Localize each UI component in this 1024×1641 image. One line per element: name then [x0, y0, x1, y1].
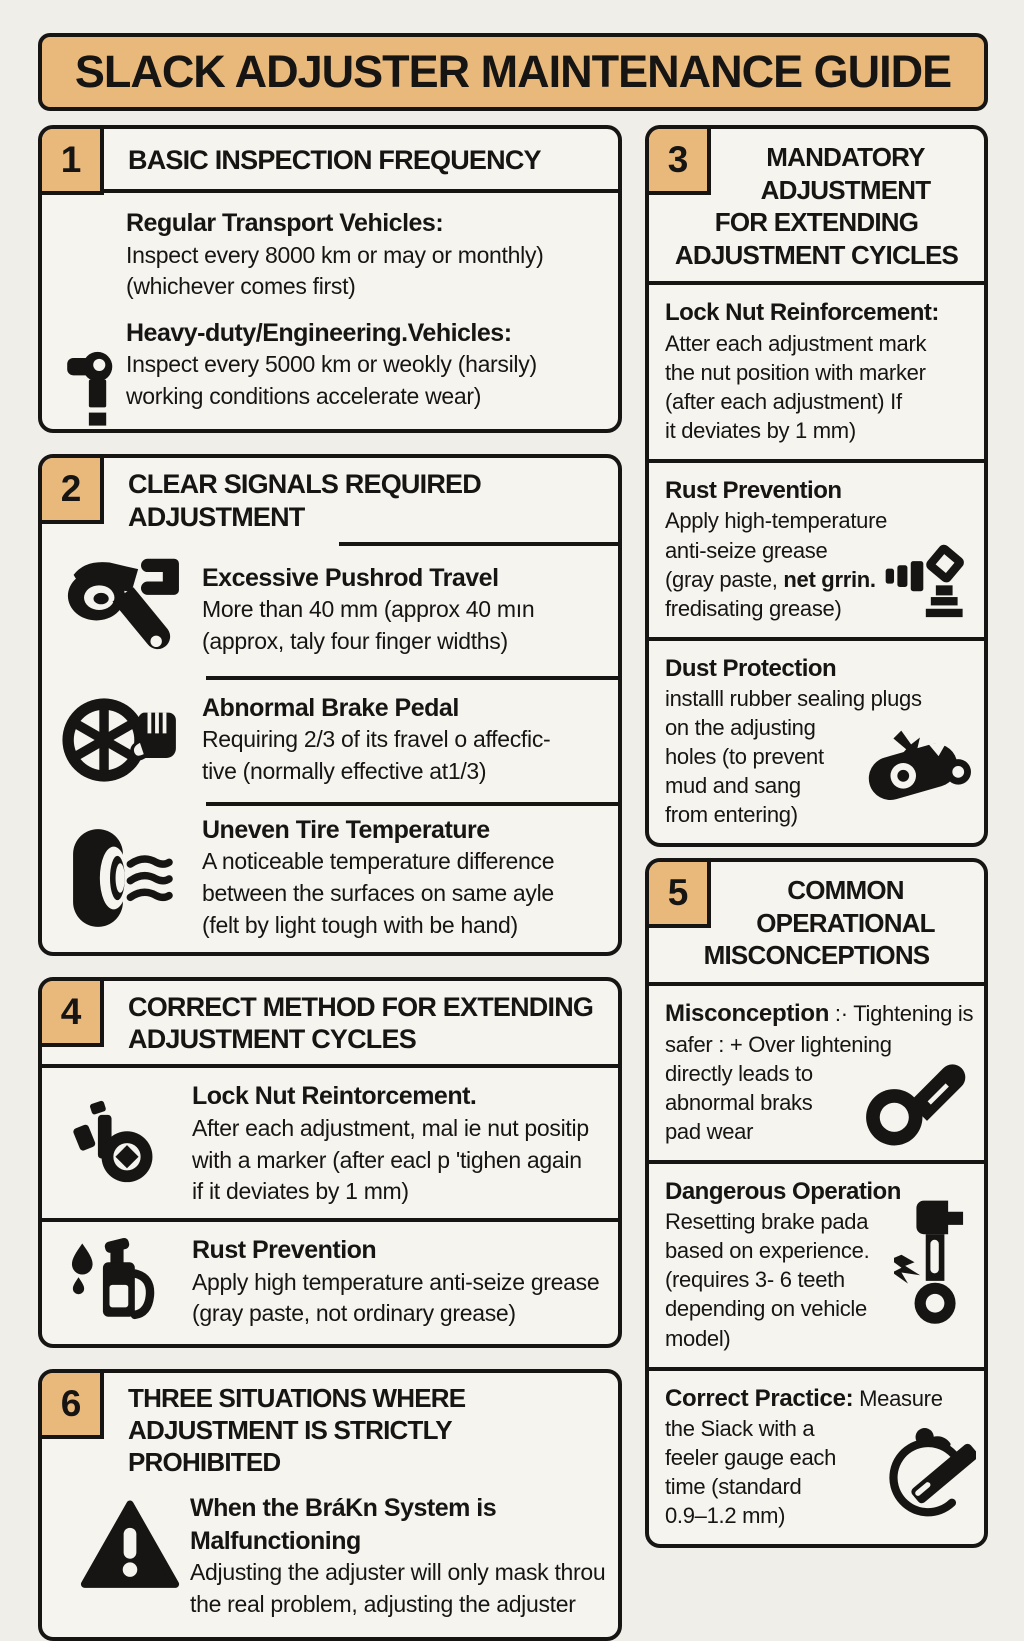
heavy-duty-title: Heavy-duty/Engineering.Vehicles: — [126, 318, 512, 347]
text-line: with a marker (after eacl p 'tighen again — [192, 1146, 582, 1173]
text-line: Correct Practice: Measure — [665, 1384, 943, 1412]
text-line: (whichever comes first) — [126, 273, 356, 300]
text-line: A noticeable temperature difference — [202, 848, 555, 875]
adjuster-tool-spark-icon — [894, 1192, 978, 1338]
content-columns — [38, 125, 988, 1641]
text-line: mud and sang — [665, 773, 801, 799]
text-line: model) — [665, 1325, 731, 1351]
text-line: feeler gauge each — [665, 1445, 837, 1471]
text-line: Apply high-temperature — [665, 508, 888, 534]
text-line: between the surfaces on same ayle — [202, 880, 554, 907]
feeler-gauge-icon — [866, 1428, 976, 1530]
section-2-heading-line: ADJUSTMENT — [128, 501, 305, 532]
warning-triangle-icon — [80, 1500, 180, 1592]
text-line: (approx, taly four finger widths) — [202, 628, 508, 655]
text-line: Inspect every 8000 km or may or monthly) — [126, 241, 544, 268]
section-5-heading-line: COMMON — [787, 875, 904, 906]
text-line: the real problem, adjusting the adjuster — [190, 1590, 576, 1617]
section-5-heading-line: MISCONCEPTIONS — [703, 940, 930, 971]
text-line: Inspect every 5000 km or weokly (harsily) — [126, 351, 537, 378]
section-3-heading-line: ADJUSTMENT — [760, 174, 931, 205]
text-line: safer : + Over lightening — [665, 1031, 892, 1057]
regular-vehicles-title: Regular Transport Vehicles: — [126, 209, 444, 237]
section-2-clear-signals — [38, 454, 622, 956]
sealing-plug-icon — [852, 711, 980, 819]
heavy-duty-adjuster-icon — [62, 345, 114, 433]
text-line: Atter each adjustment mark — [665, 330, 927, 356]
tire-heat-icon — [62, 822, 182, 934]
text-line: pad wear — [665, 1118, 754, 1144]
item-title: Rust Prevention — [665, 476, 842, 504]
text-line: (gray paste, not ordinary grease) — [192, 1300, 516, 1327]
text-line: on the adjusting — [665, 715, 816, 741]
item-title: Rust Prevention — [192, 1236, 377, 1265]
section-4-heading-line: CORRECT METHOD FOR EXTENDING — [128, 991, 594, 1022]
section-4-header — [42, 981, 618, 1069]
section-3-mandatory — [645, 125, 988, 847]
section-1-basic-inspection — [38, 125, 622, 433]
abnormal-pedal-item — [42, 680, 618, 802]
section-3-heading-line: MANDATORY — [766, 142, 925, 172]
text-cell — [202, 814, 554, 942]
text-line: Adjusting the adjuster will only mask throu — [190, 1559, 606, 1586]
text-line: time (standard — [665, 1474, 802, 1500]
malfunction-title: When the BráKn System is Malfunctioning — [190, 1494, 497, 1555]
text-line: Requiring 2/3 of its fravel o affecfic- — [202, 726, 551, 753]
text-cell — [202, 562, 534, 658]
icon-cell — [42, 1096, 192, 1192]
text-line: Resetting brake pada — [665, 1209, 869, 1235]
lock-nut-reinforcement-item — [649, 285, 984, 459]
left-column — [38, 125, 622, 1641]
wheel-stop-hand-icon — [60, 688, 184, 792]
section-6-prohibited — [38, 1369, 622, 1641]
page-title — [38, 33, 988, 111]
dangerous-operation-item — [649, 1160, 984, 1367]
icon-cell — [42, 688, 202, 792]
item-title: Dust Protection — [665, 654, 837, 682]
text-line: 0.9–1.2 mm) — [665, 1503, 786, 1529]
excessive-pushrod-item — [42, 546, 618, 676]
text-line: the Siack with a — [665, 1416, 815, 1442]
text-line: depending on vehicle — [665, 1296, 867, 1322]
section-6-header — [42, 1373, 618, 1486]
text-cell — [192, 1080, 589, 1208]
item-title: Lock Nut Reinforcement: — [665, 299, 939, 326]
section-2-heading-line: CLEAR SIGNALS REQUIRED — [128, 468, 481, 499]
grease-bottle-icon — [65, 1236, 169, 1328]
section-4-correct-method — [38, 977, 622, 1349]
section-5-heading-line: OPERATIONAL — [756, 907, 935, 938]
text-line: holes (to prevent — [665, 744, 824, 770]
marker-nut-icon — [67, 1096, 167, 1192]
text-line: After each adjustment, mal ie nut positip — [192, 1114, 589, 1141]
text-line: fredisating grease) — [665, 595, 842, 621]
text-line: directly leads to — [665, 1060, 813, 1086]
right-column — [645, 125, 988, 1548]
dust-protection-item — [649, 637, 984, 844]
text-line: Apply high temperature anti-seize grease — [192, 1268, 600, 1295]
text-line: (after each adjustment) If — [665, 388, 902, 414]
section-5-misconceptions — [645, 858, 988, 1548]
ratchet-wrench-icon — [856, 1050, 978, 1150]
text-line: (requires 3- 6 teeth — [665, 1267, 845, 1293]
text-line: if it deviates by 1 mm) — [192, 1178, 409, 1205]
section-1-number-badge: 1 — [42, 129, 104, 195]
text-line: anti-seize grease — [665, 537, 828, 563]
rust-prevention-item — [42, 1222, 618, 1344]
uneven-temp-item — [42, 806, 618, 952]
text-cell — [202, 692, 550, 788]
section-1-body — [42, 193, 618, 429]
item-title: Uneven Tire Temperature — [202, 815, 490, 844]
slack-adjuster-arm-icon — [60, 554, 184, 666]
icon-cell — [42, 822, 202, 934]
section-2-header — [42, 458, 618, 542]
item-title: Excessive Pushrod Travel — [202, 563, 499, 592]
section-3-heading-line: FOR EXTENDING — [714, 207, 919, 237]
section-5-number-badge: 5 — [649, 862, 711, 928]
item-title: Abnormal Brake Pedal — [202, 693, 459, 722]
item-title: Dangerous Operation — [665, 1177, 901, 1205]
text-cell — [192, 1234, 599, 1330]
correct-practice-item — [649, 1367, 984, 1545]
page-title-text: SLACK ADJUSTER MAINTENANCE GUIDE — [74, 46, 952, 97]
text-line: the nut position with marker — [665, 359, 926, 385]
section-6-heading-line: ADJUSTMENT IS STRICTLY PROHIBITED — [128, 1414, 452, 1477]
section-3-heading-line: ADJUSTMENT CYICLES — [674, 239, 959, 270]
text-line: installl rubber sealing plugs — [665, 686, 922, 712]
section-6-heading-line: THREE SITUATIONS WHERE — [128, 1383, 466, 1414]
rust-prevention-item — [649, 459, 984, 637]
misconception-item — [649, 986, 984, 1160]
section-6-body — [42, 1486, 618, 1636]
text-line: More than 40 mm (approx 40 mın — [202, 596, 535, 623]
text-line: (gray paste, net grrin. — [665, 566, 876, 592]
text-line: it deviates by 1 mm) — [665, 417, 856, 443]
text-line: tive (normally effective at1/3) — [202, 758, 487, 785]
text-line: from entering) — [665, 802, 798, 828]
section-4-heading-line: ADJUSTMENT CYCLES — [128, 1024, 416, 1055]
grease-gun-icon — [884, 539, 976, 625]
text-line: Misconception :· Tightening is — [665, 999, 974, 1027]
icon-cell — [42, 554, 202, 666]
text-line: (felt by light tough with be hand) — [202, 911, 518, 938]
item-title: Lock Nut Reintorcement. — [192, 1082, 477, 1111]
section-1-heading: BASIC INSPECTION FREQUENCY — [128, 144, 541, 175]
section-4-number-badge: 4 — [42, 981, 104, 1047]
section-3-number-badge: 3 — [649, 129, 711, 195]
section-1-header — [42, 129, 618, 193]
text-line: abnormal braks — [665, 1089, 813, 1115]
section-6-number-badge: 6 — [42, 1373, 104, 1439]
icon-cell — [42, 1236, 192, 1328]
text-line: working conditions accelerate wear) — [126, 383, 482, 410]
section-2-number-badge: 2 — [42, 458, 104, 524]
text-line: based on experience. — [665, 1238, 870, 1264]
lock-nut-item — [42, 1068, 618, 1218]
